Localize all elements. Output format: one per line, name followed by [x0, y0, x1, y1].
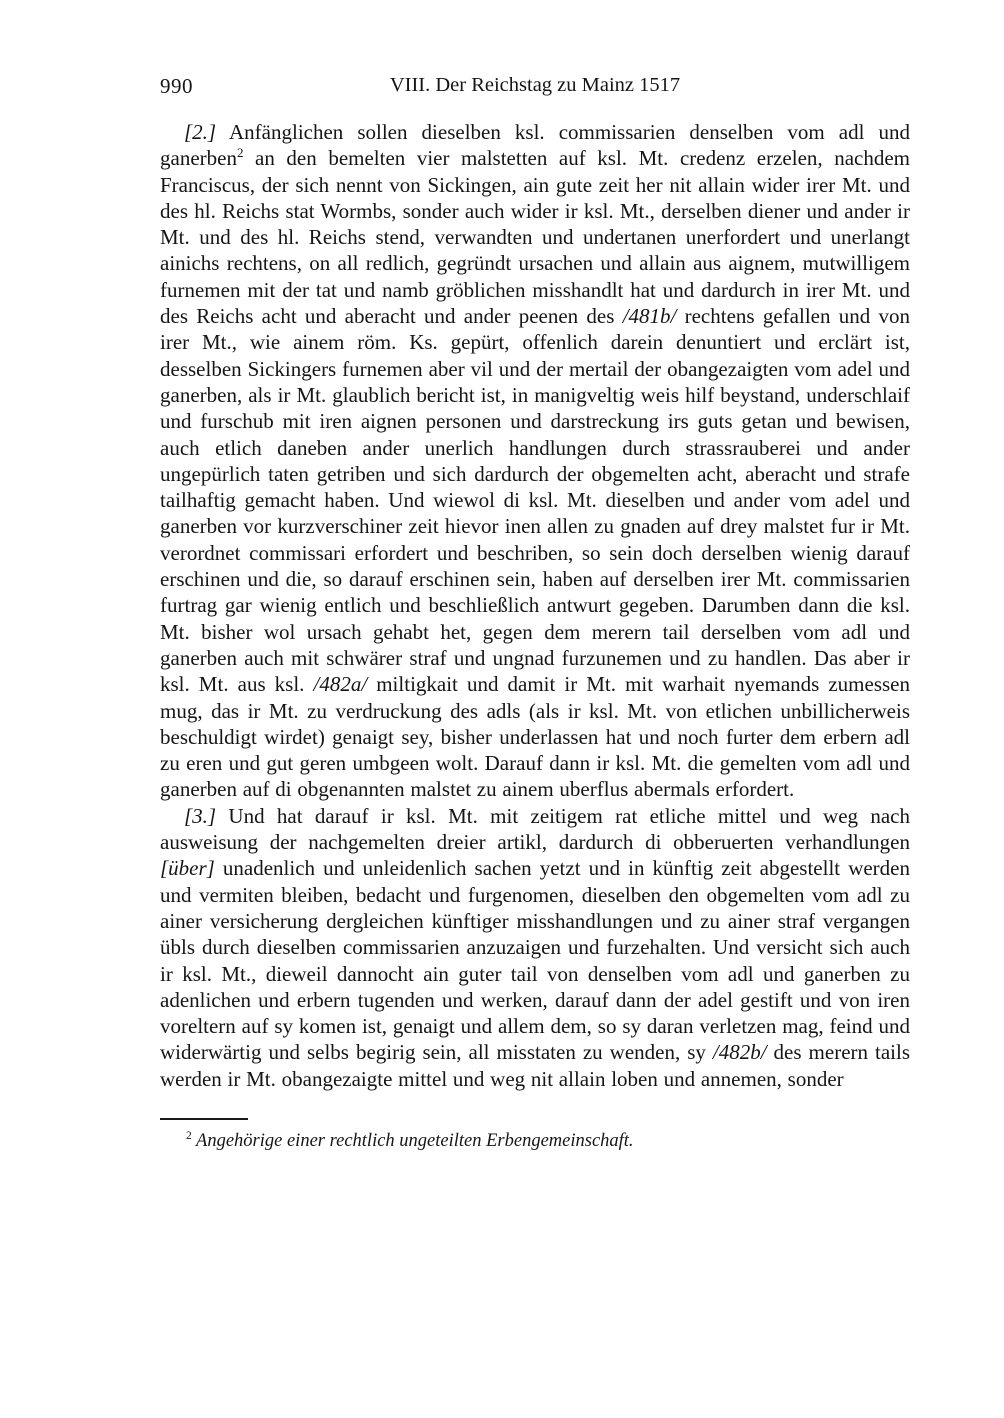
text-segment: /481b/: [622, 304, 677, 329]
body-text: [160, 119, 910, 1092]
text-segment: Anfänglichen sollen dieselben ksl. commissarien denselben vom adl und ganerben: [160, 120, 910, 171]
text-segment: rechtens gefallen und von irer Mt., wie ainem röm. Ks. gepürt, offenlich darein denuntiert und erclärt ist, desselben Sickingers furnemen aber vil und der mertail der obangezaigten vom adel und ganerben, als ir Mt. glaublich bericht ist, in manigveltig weis hilf beystand, underschlaif und furschub mit iren aignen personen und darstreckung irs guts getan und bewisen, auch etlich daneben ander unerlich handlungen durch strassrauberei und ander ungepürlich taten getriben und sich dardurch der obgemelten acht, aberacht und strafe tailhaftig gemacht haben. Und wiewol di ksl. Mt. dieselben und ander vom adel und ganerben vor kurzverschiner zeit hievor inen allen zu gnaden auf drey malstet fur ir Mt. verordnet commissari erfordert und beschriben, so sein doch derselben wienig darauf erschinen und die, so darauf erschinen sein, haben auf derselben irer Mt. commissarien furtrag gar wienig entlich und beschließlich antwurt gegeben. Darumben dann die ksl. Mt. bisher wol ursach gehabt het, gegen dem merern tail derselben vom adl und ganerben auch mit schwärer straf und ungnad furzunemen und zu handlen. Das aber ir ksl. Mt. aus ksl.: [160, 304, 910, 697]
text-segment: Angehörige einer rechtlich ungeteilten Erbengemeinschaft.: [191, 1130, 634, 1151]
text-segment: /482a/: [313, 672, 368, 697]
footnote-area: [160, 1118, 910, 1153]
text-segment: [2.]: [184, 120, 217, 144]
text-segment: Und hat darauf ir ksl. Mt. mit zeitigem rat etliche mittel und weg nach ausweisung der nachgemelten dreier artikl, dardurch di obberuerten verhandlungen: [160, 803, 910, 855]
running-title: VIII. Der Reichstag zu Mainz 1517: [389, 74, 681, 96]
text-segment: des merern tails werden ir Mt. obangezaigte mittel und weg nit allain loben und annemen, sonder: [160, 1040, 911, 1091]
paragraph: [160, 119, 910, 803]
text-segment: unadenlich und unleidenlich sachen yetzt und in künftig zeit abgestellt werden und vermiten bleiben, bedacht und furgenomen, dieselben den obgemelten vom adl zu ainer versicherung dergleichen künftiger misshandlungen und zu ainer straf vergangen übls durch dieselben commissarien anzuzaigen und furzehalten. Und versicht sich auch ir ksl. Mt., dieweil dannocht ain guter tail von denselben vom adl und ganerben zu adenlichen und erbern tugenden und werken, darauf dann der adel gestift und von iren voreltern auf sy komen ist, genaigt und allem dem, so sy daran verletzen mag, feind und widerwärtig und selbs begirig sein, all misstaten zu wenden, sy: [160, 856, 910, 1065]
text-segment: [über]: [160, 856, 215, 881]
text-segment: /482b/: [712, 1040, 767, 1065]
text-segment: [3.]: [184, 803, 217, 828]
page-number: 990: [160, 74, 193, 98]
page-header: [160, 74, 910, 102]
footnote-reference: 2: [236, 145, 244, 161]
text-segment: miltigkait und damit ir Mt. mit warhait nyemands zumessen mug, das ir Mt. zu verdruckung des adls (als ir ksl. Mt. von etlichen unbillicherweis beschuldigt wirdet) genaigt sey, bisher underlassen hat und noch furter dem erbern adl zu eren und gut geren umbgeen wolt. Darauf dann ir ksl. Mt. die gemelten vom adl und ganerben auf di obgenannten malstet zu ainem uberflus abermals erfordert.: [160, 672, 911, 802]
footnote-reference: 2: [186, 1129, 192, 1142]
footnote: [160, 1129, 910, 1153]
paragraph: [160, 803, 910, 1092]
footnote-rule: [160, 1118, 248, 1120]
text-segment: an den bemelten vier malstetten auf ksl. Mt. credenz erzelen, nachdem Franciscus, der sich nennt von Sickingen, ain gute zeit her nit allain wider irer Mt. und des hl. Reichs stat Wormbs, sonder auch wider ir ksl. Mt., derselben diener und ander ir Mt. und des hl. Reichs stend, verwandten und undertanen unerfordert und unerlangt ainichs rechtens, on all redlich, gegründt ursachen und allain aus aignem, mutwilligem furnemen mit der tat und namb gröblichen misshandlt hat und dardurch in irer Mt. und des Reichs acht und aberacht und ander peenen des: [160, 146, 910, 329]
